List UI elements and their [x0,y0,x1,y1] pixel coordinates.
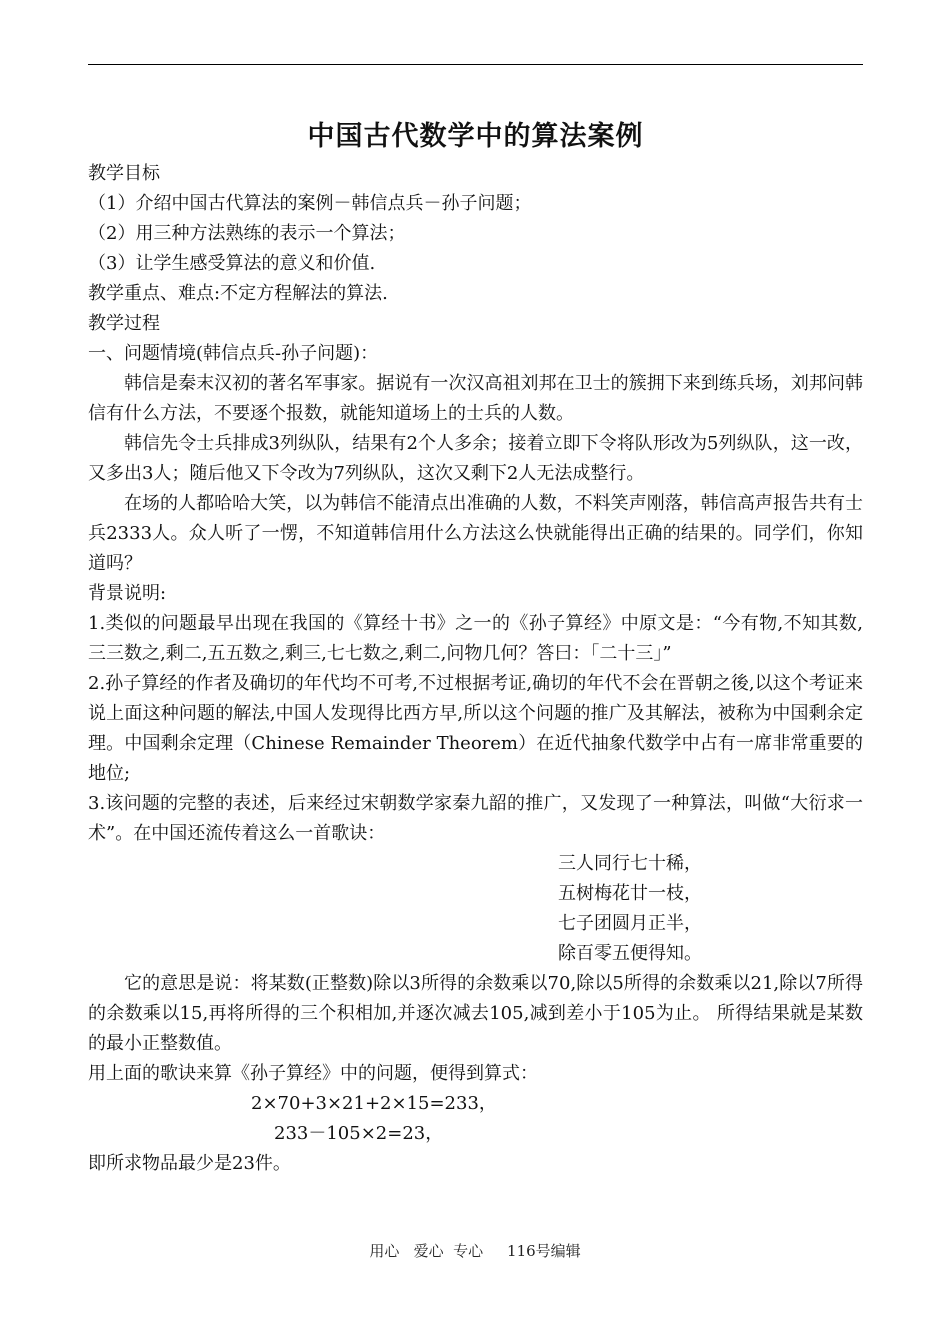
process-heading: 教学过程 [88,313,160,334]
objectives-heading: 教学目标 [88,163,160,184]
section-heading: 一、问题情境(韩信点兵-孙子问题)： [88,343,379,364]
story-paragraph: 韩信先令士兵排成3列纵队，结果有2个人多余；接着立即下令将队形改为5列纵队，这一改，又多出3人；随后他又下令改为7列纵队，这次又剩下2人无法成整行。 [88,433,863,484]
story-paragraph: 在场的人都哈哈大笑，以为韩信不能清点出准确的人数，不料笑声刚落，韩信高声报告共有士兵2333人。众人听了一愣，不知道韩信用什么方法这么快就能得出正确的结果的。同学们，你知道吗？ [88,493,863,574]
poem-line: 五树梅花廿一枝， [558,883,702,904]
key-points: 教学重点、难点:不定方程解法的算法. [88,283,388,304]
objective-item: （2）用三种方法熟练的表示一个算法； [88,223,406,244]
background-item: 2.孙子算经的作者及确切的年代均不可考,不过根据考证,确切的年代不会在晋朝之後,以这个考证来说上面这种问题的解法,中国人发现得比西方早,所以这个问题的推广及其解法，被称为中国剩余定理。中国剩余定理（Chinese Remainder Theorem）在近代抽象代数学中占有一席非常重要的地位; [88,673,863,784]
conclusion: 即所求物品最少是23件。 [88,1153,291,1174]
explanation-paragraph: 它的意思是说：将某数(正整数)除以3所得的余数乘以70,除以5所得的余数乘以21,除以7所得的余数乘以15,再将所得的三个积相加,并逐次减去105,减到差小于105为止。 所得结果就是某数的最小正整数值。 [88,973,863,1054]
story-paragraph: 韩信是秦末汉初的著名军事家。据说有一次汉高祖刘邦在卫士的簇拥下来到练兵场，刘邦问韩信有什么方法，不要逐个报数，就能知道场上的士兵的人数。 [88,373,863,424]
page-footer: 用心 爱心 专心 116号编辑 [369,1242,581,1260]
background-item: 1.类似的问题最早出现在我国的《算经十书》之一的《孙子算经》中原文是：“今有物,不知其数,三三数之,剩二,五五数之,剩三,七七数之,剩二,问物几何？答曰：「二十三」” [88,613,863,664]
background-item: 3.该问题的完整的表述，后来经过宋朝数学家秦九韶的推广，又发现了一种算法，叫做“大衍求一术”。在中国还流传着这么一首歌诀： [88,793,863,844]
poem-line: 三人同行七十稀， [558,853,702,874]
poem-line: 七子团圆月正半， [558,913,702,934]
document-body [88,117,863,1179]
formula: 233－105×2=23， [274,1123,444,1144]
apply-line: 用上面的歌诀来算《孙子算经》中的问题，便得到算式： [88,1063,538,1084]
document-title: 中国古代数学中的算法案例 [307,121,644,152]
background-heading: 背景说明: [88,583,167,604]
poem-line: 除百零五便得知。 [558,943,702,964]
objective-item: （1）介绍中国古代算法的案例－韩信点兵－孙子问题； [88,193,532,214]
objective-item: （3）让学生感受算法的意义和价值. [88,253,376,274]
formula: 2×70+3×21+2×15=233， [251,1093,497,1114]
header-rule [88,64,863,65]
